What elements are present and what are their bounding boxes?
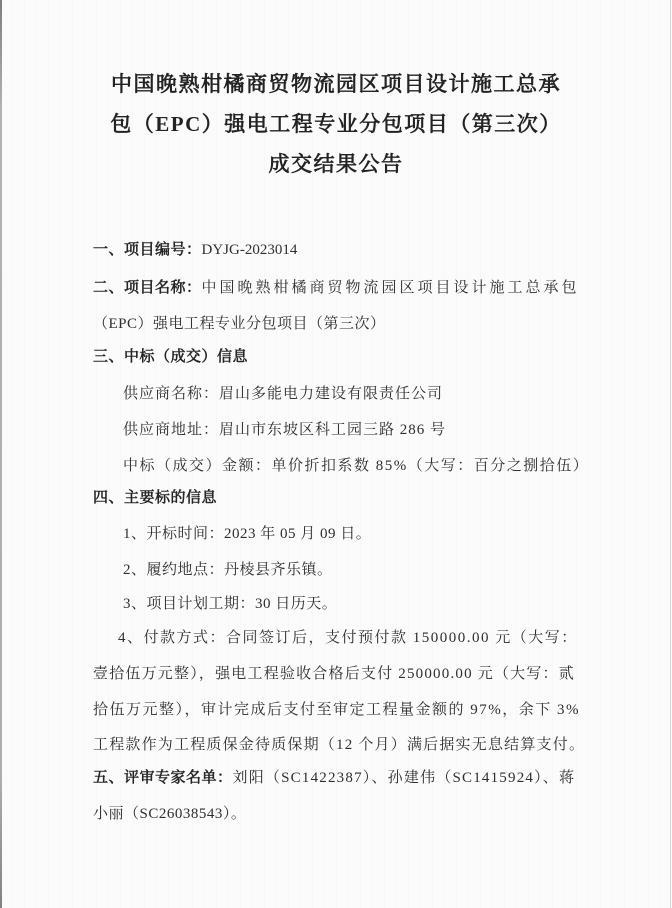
expert-list-line-1: [93, 768, 575, 788]
payment-terms-line-4: 工程款作为工程质保金待质保期（12 个月）满后据实无息结算支付。: [93, 737, 586, 753]
expert-list-label: 五、评审专家名单：: [93, 769, 233, 786]
award-info-heading: [93, 347, 248, 367]
expert-list-line-2: 小丽（SC26038543）。: [93, 806, 247, 822]
performance-place-line: 2、履约地点：丹棱县齐乐镇。: [123, 562, 333, 578]
project-name-line-2: （EPC）强电工程专业分包项目（第三次）: [93, 316, 386, 332]
payment-terms-line-2: 壹拾伍万元整），强电工程验收合格后支付 250000.00 元（大写：贰: [93, 666, 575, 682]
award-info-heading-label: 三、中标（成交）信息: [93, 348, 249, 365]
expert-list-value: 刘阳（SC1422387）、孙建伟（SC1415924）、蒋: [232, 770, 576, 786]
supplier-address-line: 供应商地址：眉山市东坡区科工园三路 286 号: [123, 422, 447, 438]
document-title: [0, 64, 672, 184]
payment-terms-line-1: 4、付款方式：合同签订后，支付预付款 150000.00 元（大写：: [118, 630, 578, 646]
title-line-1: 中国晚熟柑橘商贸物流园区项目设计施工总承: [111, 72, 561, 96]
main-subject-heading: [93, 488, 217, 508]
project-number-line: [93, 240, 297, 260]
project-name-value: 中国晚熟柑橘商贸物流园区项目设计施工总承包: [201, 280, 580, 296]
award-amount-line: 中标（成交）金额：单价折扣系数 85%（大写：百分之捌拾伍）: [123, 458, 590, 474]
project-duration-line: 3、项目计划工期：30 日历天。: [123, 596, 338, 612]
main-subject-heading-label: 四、主要标的信息: [93, 489, 218, 506]
title-line-2: 包（EPC）强电工程专业分包项目（第三次）: [110, 112, 562, 136]
title-line-3: 成交结果公告: [268, 152, 404, 176]
supplier-name-line: 供应商名称：眉山多能电力建设有限责任公司: [123, 386, 444, 402]
project-number-label: 一、项目编号：: [93, 241, 202, 258]
payment-terms-line-3: 拾伍万元整），审计完成后支付至审定工程量金额的 97%，余下 3%: [93, 702, 580, 718]
project-name-line-1: [93, 278, 580, 298]
bid-opening-time-line: 1、开标时间：2023 年 05 月 09 日。: [123, 526, 372, 542]
project-name-label: 二、项目名称：: [93, 279, 202, 296]
project-number-value: DYJG-2023014: [201, 242, 298, 258]
